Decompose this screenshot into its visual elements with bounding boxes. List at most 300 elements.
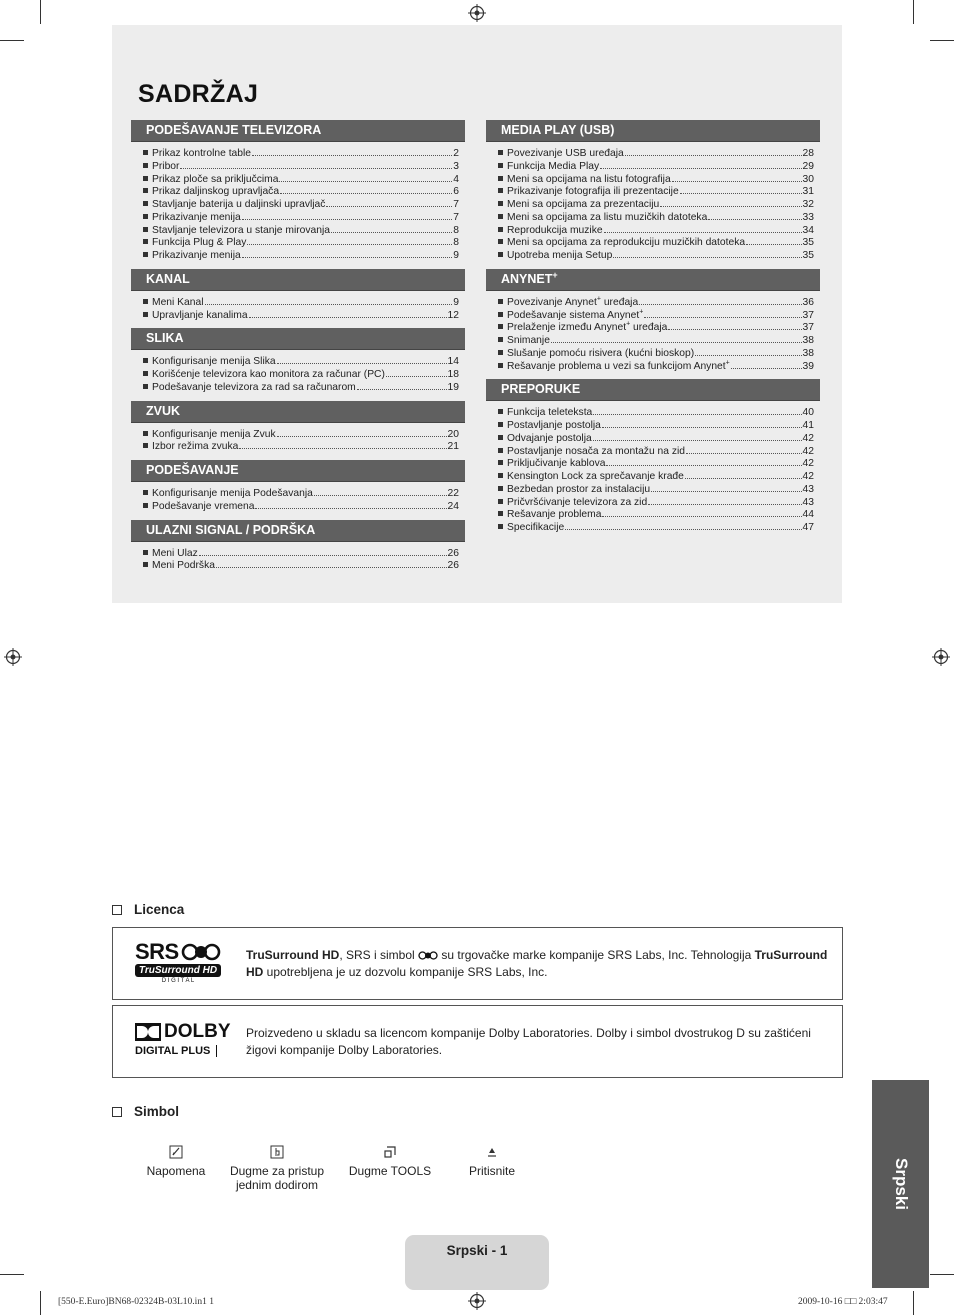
dot-leader [695, 346, 801, 356]
toc-entry-label [152, 310, 248, 323]
toc-entry[interactable] [498, 320, 820, 333]
toc-entry-page: 14 [447, 356, 459, 368]
toc-entry-page: 38 [802, 335, 814, 346]
toc-section-heading [131, 460, 465, 482]
toc-entry-page: 37 [802, 322, 814, 334]
toc-entry[interactable] [498, 295, 820, 308]
dot-leader [600, 159, 801, 169]
toc-entry[interactable] [143, 248, 465, 261]
dot-leader [331, 223, 452, 233]
srs-text-3: upotrebljena je uz dozvolu kompanije SRS Labs, Inc. [263, 964, 548, 979]
toc-entry-page: 33 [802, 211, 814, 223]
toc-entry-page: 32 [802, 199, 814, 210]
toc-entry-label [507, 348, 694, 361]
toc-entry-label-text: Rešavanje problema [507, 509, 602, 521]
toc-entry-label-text: Kensington Lock za sprečavanje krađe [507, 471, 684, 482]
toc-entry[interactable] [143, 486, 465, 499]
srs-bold-1: TruSurround HD [246, 948, 340, 962]
toc-entry-page: 29 [802, 160, 814, 172]
square-bullet-icon [498, 324, 503, 329]
toc-entry[interactable] [143, 308, 465, 321]
toc-entry-label [152, 356, 276, 369]
toc-entry-label [507, 186, 679, 199]
toc-entry-label-text: Podešavanje televizora za rad sa računarom [152, 381, 356, 393]
dolby-logo-sub: DIGITAL PLUS [135, 1045, 217, 1057]
toc-entry-page: 38 [802, 347, 814, 359]
dot-leader [746, 235, 801, 245]
toc-entry[interactable] [498, 507, 820, 520]
toc-entry[interactable] [498, 456, 820, 469]
toc-entry-label [507, 522, 564, 535]
symbol-one-touch [222, 1145, 332, 1192]
toc-entry-label-text: Konfigurisanje menija Podešavanja [152, 488, 313, 499]
toc-entry-label [507, 458, 605, 471]
page-number-label: Srpski - 1 [446, 1243, 508, 1258]
toc-entry[interactable] [498, 346, 820, 359]
toc-entry-page: 22 [447, 488, 459, 499]
toc-entry[interactable] [143, 235, 465, 248]
square-bullet-icon [498, 363, 503, 368]
toc-entry-label-text: Postavljanje nosača za montažu na zid [507, 445, 686, 457]
toc-entry[interactable] [143, 546, 465, 559]
toc-item-list [131, 350, 465, 400]
toc-entry-page: 24 [447, 500, 459, 512]
symbol-label: Dugme TOOLS [348, 1164, 432, 1178]
square-bullet-icon [143, 150, 148, 155]
toc-entry-page: 37 [802, 309, 814, 321]
dot-leader [708, 210, 801, 220]
dot-leader [613, 248, 801, 258]
checkbox-bullet-icon [112, 1107, 122, 1117]
toc-entry[interactable] [143, 184, 465, 197]
toc-entry[interactable] [143, 210, 465, 223]
dot-leader [326, 197, 452, 207]
toc-entry-page: 18 [447, 369, 459, 380]
dot-leader [606, 456, 801, 466]
registration-mark-icon [468, 1292, 486, 1310]
toc-entry-label [152, 369, 385, 382]
crop-mark [40, 0, 41, 24]
toc-entry[interactable] [498, 495, 820, 508]
toc-section [131, 401, 465, 461]
toc-section-heading-label: ANYNET [501, 271, 553, 286]
dot-leader [247, 235, 452, 245]
srs-logo [135, 939, 225, 984]
toc-entry-label-text: Rešavanje problema u vezi sa funkcijom Anynet [507, 360, 726, 372]
toc-entry[interactable] [498, 172, 820, 185]
crop-mark [40, 1291, 41, 1315]
toc-section-heading [486, 269, 820, 291]
toc-section-heading-sup: + [552, 269, 558, 280]
toc-entry-label [152, 560, 215, 573]
toc-entry-label [152, 186, 279, 199]
square-bullet-icon [143, 214, 148, 219]
registration-mark-icon [4, 648, 22, 666]
square-bullet-icon [498, 163, 503, 168]
toc-entry[interactable] [498, 469, 820, 482]
toc-entry-label [507, 484, 650, 497]
toc-entry-page: 36 [802, 296, 814, 308]
toc-entry[interactable] [498, 444, 820, 457]
toc-entry[interactable] [143, 380, 465, 393]
toc-entry-page: 26 [447, 560, 459, 572]
square-bullet-icon [498, 448, 503, 453]
toc-entry-page: 41 [802, 420, 814, 431]
square-bullet-icon [143, 562, 148, 567]
toc-entry-label [507, 407, 592, 420]
toc-entry[interactable] [498, 223, 820, 236]
toc-entry-label [507, 250, 612, 263]
srs-logo-sub: D I G I T A L [161, 978, 195, 984]
footer-file-info: [550-E.Euro]BN68-02324B-03L10.in1 1 [58, 1297, 214, 1307]
toc-entry[interactable] [498, 235, 820, 248]
registration-mark-icon [468, 4, 486, 22]
toc-entry[interactable] [143, 295, 465, 308]
toc-entry[interactable] [498, 418, 820, 431]
dot-leader [625, 146, 802, 156]
dot-leader [551, 333, 802, 343]
toc-entry-label [507, 310, 643, 323]
symbols-heading-label: Simbol [134, 1104, 180, 1119]
dot-leader [680, 184, 802, 194]
toc-entry-page: 7 [453, 211, 459, 223]
symbol-label: Dugme za pristup jednim dodirom [229, 1164, 325, 1192]
toc-entry-page: 4 [453, 173, 459, 185]
dot-leader [242, 248, 453, 258]
toc-entry-label-text: Stavljanje televizora u stanje mirovanja [152, 224, 330, 236]
srs-license-box [112, 927, 843, 1000]
square-bullet-icon [498, 524, 503, 529]
toc-entry-label [152, 174, 278, 187]
toc-entry-page: 12 [447, 309, 459, 321]
toc-entry-page: 3 [453, 160, 459, 172]
toc-entry[interactable] [143, 223, 465, 236]
dot-leader [593, 405, 801, 415]
toc-entry[interactable] [498, 184, 820, 197]
toc-entry-label-text: Stavljanje baterija u daljinski upravljač [152, 199, 326, 210]
toc-item-list [486, 291, 820, 380]
language-side-tab [872, 1080, 929, 1288]
toc-entry[interactable] [143, 197, 465, 210]
square-bullet-icon [143, 163, 148, 168]
toc-entry-label [507, 199, 659, 212]
symbol-tools [340, 1145, 440, 1178]
square-bullet-icon [143, 371, 148, 376]
toc-entry-label-text: Meni Podrška [152, 560, 215, 572]
square-bullet-icon [498, 499, 503, 504]
toc-entry-label [507, 420, 601, 433]
dot-leader [644, 308, 801, 318]
toc-entry-label-text: Korišćenje televizora kao monitora za računar (PC) [152, 369, 385, 380]
toc-entry[interactable] [143, 146, 465, 159]
toc-entry-suffix: uređaja [600, 296, 639, 308]
toc-section-heading-label: ZVUK [146, 403, 181, 418]
toc-entry-label [507, 433, 592, 446]
toc-section-heading-label: SLIKA [146, 331, 184, 346]
symbol-label: Pritisnite [468, 1164, 515, 1178]
toc-entry-label [507, 361, 730, 374]
toc-entry-page: 43 [802, 483, 814, 495]
toc-entry-label-text: Prikazivanje fotografija ili prezentacije [507, 186, 679, 198]
toc-entry-label-text: Meni sa opcijama za listu muzičkih datoteka [507, 211, 708, 223]
toc-entry[interactable] [143, 367, 465, 380]
square-bullet-icon [498, 460, 503, 465]
toc-section [131, 328, 465, 400]
toc-entry-page: 31 [802, 186, 814, 198]
square-bullet-icon [143, 299, 148, 304]
toc-entry-label [507, 335, 550, 348]
toc-entry-label-text: Reprodukcija muzike [507, 224, 603, 236]
toc-entry-label-text: Podešavanje sistema Anynet [507, 309, 640, 321]
toc-section-heading-label: PODEŠAVANJE [146, 463, 239, 477]
toc-section-heading [131, 401, 465, 423]
square-bullet-icon [143, 176, 148, 181]
square-bullet-icon [143, 443, 148, 448]
toc-entry-label-text: Meni sa opcijama za prezentaciju [507, 199, 660, 210]
dot-leader [205, 295, 453, 305]
toc-entry[interactable] [498, 210, 820, 223]
toc-entry-label-text: Prikaz ploče sa priključcima [152, 173, 279, 185]
toc-column-right [486, 120, 820, 541]
toc-entry-label-text: Podešavanje vremena [152, 500, 255, 512]
toc-entry[interactable] [143, 558, 465, 571]
crop-mark [0, 1274, 24, 1275]
toc-entry-label-text: Slušanje pomoću risivera (kućni bioskop) [507, 347, 695, 359]
note-icon [169, 1145, 183, 1159]
toc-entry-page: 7 [453, 199, 459, 210]
toc-entry-label-text: Odvajanje postolja [507, 432, 592, 444]
toc-entry-label-text: Upotreba menija Setup [507, 250, 613, 261]
toc-entry-suffix: uređaja [630, 322, 668, 334]
toc-entry-label-text: Funkcija Media Play [507, 160, 600, 172]
dot-leader [252, 146, 452, 156]
square-bullet-icon [498, 252, 503, 257]
toc-entry[interactable] [143, 499, 465, 512]
page-title: SADRŽAJ [138, 80, 259, 108]
toc-entry-sup: + [725, 359, 730, 367]
toc-section [486, 379, 820, 541]
toc-section-heading [131, 328, 465, 350]
srs-symbol-icon [181, 943, 221, 961]
dot-leader [216, 558, 447, 568]
toc-entry[interactable] [498, 146, 820, 159]
crop-mark [930, 40, 954, 41]
toc-entry[interactable] [143, 159, 465, 172]
crop-mark [0, 40, 24, 41]
toc-entry-page: 42 [802, 432, 814, 444]
square-bullet-icon [498, 239, 503, 244]
toc-section [131, 520, 465, 580]
language-side-tab-label: Srpski [891, 1158, 911, 1210]
toc-item-list [131, 291, 465, 329]
toc-entry-label-text: Prikazivanje menija [152, 211, 241, 223]
crop-mark [913, 1291, 914, 1315]
toc-entry[interactable] [498, 359, 820, 372]
toc-entry[interactable] [498, 308, 820, 321]
srs-logo-badge: TruSurround HD [135, 964, 221, 977]
toc-entry-label [152, 501, 254, 514]
toc-entry-page: 35 [802, 250, 814, 261]
toc-entry-page: 2 [453, 148, 459, 159]
toc-entry[interactable] [498, 248, 820, 261]
srs-inline-symbol-icon [418, 951, 438, 960]
toc-entry-label [507, 174, 671, 187]
square-bullet-icon [498, 473, 503, 478]
toc-entry-page: 30 [802, 173, 814, 185]
dot-leader [242, 210, 453, 220]
toc-entry[interactable] [143, 427, 465, 440]
dot-leader [386, 367, 447, 377]
toc-entry-label-text: Pribor [152, 160, 180, 172]
one-touch-icon [270, 1145, 284, 1159]
dot-leader [668, 320, 801, 330]
toc-entry-page: 42 [802, 445, 814, 457]
toc-section-heading-label: PODEŠAVANJE TELEVIZORA [146, 123, 322, 137]
dot-leader [604, 223, 802, 233]
toc-entry-label-text: Meni Kanal [152, 296, 204, 308]
toc-section-heading [486, 120, 820, 142]
toc-entry[interactable] [498, 405, 820, 418]
toc-entry-sup: + [596, 295, 601, 303]
dot-leader [602, 418, 802, 428]
toc-section-heading [486, 379, 820, 401]
dot-leader [280, 184, 452, 194]
toc-item-list [131, 482, 465, 520]
toc-entry-label [507, 161, 599, 174]
square-bullet-icon [143, 550, 148, 555]
toc-entry-label-text: Meni Ulaz [152, 547, 198, 559]
toc-entry-page: 43 [802, 496, 814, 508]
toc-entry[interactable] [498, 159, 820, 172]
toc-entry-label [507, 297, 638, 310]
toc-entry-label-text: Postavljanje postolja [507, 420, 601, 431]
toc-section [486, 120, 820, 269]
toc-entry[interactable] [143, 172, 465, 185]
dot-leader [357, 380, 447, 390]
toc-entry[interactable] [143, 354, 465, 367]
square-bullet-icon [498, 150, 503, 155]
dot-leader [593, 431, 802, 441]
toc-item-list [486, 142, 820, 269]
toc-entry-label-text: Konfigurisanje menija Slika [152, 356, 276, 368]
toc-entry-label-text: Prikazivanje menija [152, 250, 241, 261]
toc-entry[interactable] [498, 482, 820, 495]
dolby-logo-text: DOLBY [164, 1021, 231, 1042]
srs-bold-2: TruSurround HD [246, 948, 828, 979]
crop-mark [913, 0, 914, 24]
toc-section [486, 269, 820, 380]
toc-entry-label-text: Meni sa opcijama na listu fotografija [507, 173, 671, 185]
toc-entry-label-text: Specifikacije [507, 522, 565, 533]
toc-entry-label-text: Izbor režima zvuka [152, 441, 239, 453]
toc-entry-label [152, 212, 241, 225]
square-bullet-icon [143, 384, 148, 389]
square-bullet-icon [498, 350, 503, 355]
square-bullet-icon [498, 486, 503, 491]
checkbox-bullet-icon [112, 905, 122, 915]
square-bullet-icon [498, 188, 503, 193]
toc-entry-label [152, 382, 356, 395]
dot-leader [249, 308, 447, 318]
square-bullet-icon [498, 409, 503, 414]
square-bullet-icon [498, 422, 503, 427]
toc-entry-label-text: Povezivanje Anynet [507, 296, 597, 308]
toc-entry-page: 9 [453, 296, 459, 308]
symbols-heading [112, 1104, 179, 1119]
toc-entry-label-text: Povezivanje USB uređaja [507, 148, 624, 159]
toc-entry-label-text: Priključivanje kablova [507, 458, 606, 470]
dot-leader [686, 444, 802, 454]
page-number-tab [405, 1235, 549, 1290]
toc-entry-label-text: Prikaz daljinskog upravljača [152, 186, 280, 198]
square-bullet-icon [498, 214, 503, 219]
dolby-double-d-icon [135, 1023, 161, 1041]
toc-entry-sup: + [626, 320, 631, 328]
symbol-note [136, 1145, 216, 1178]
toc-item-list [131, 423, 465, 461]
toc-entry-label-text: Konfigurisanje menija Zvuk [152, 428, 276, 440]
toc-entry-label-text: Bezbedan prostor za instalaciju [507, 483, 651, 495]
toc-entry-page: 35 [802, 237, 814, 249]
toc-section-heading-label: KANAL [146, 271, 190, 286]
toc-section-heading [131, 120, 465, 142]
toc-entry[interactable] [143, 439, 465, 452]
dot-leader [277, 427, 447, 437]
square-bullet-icon [143, 227, 148, 232]
toc-entry[interactable] [498, 431, 820, 444]
toc-entry-page: 44 [802, 509, 814, 521]
toc-section [131, 269, 465, 329]
square-bullet-icon [498, 299, 503, 304]
toc-item-list [486, 401, 820, 541]
square-bullet-icon [143, 431, 148, 436]
toc-entry-label [152, 548, 198, 561]
dot-leader [672, 172, 802, 182]
toc-entry-page: 8 [453, 224, 459, 236]
license-heading [112, 902, 184, 917]
toc-item-list [131, 142, 465, 269]
toc-entry-label-text: Prelaženje između Anynet [507, 322, 627, 334]
toc-entry-page: 34 [802, 224, 814, 236]
dot-leader [255, 499, 446, 509]
toc-entry-label-text: Meni sa opcijama za reprodukciju muzičkih datoteka [507, 237, 746, 249]
square-bullet-icon [143, 252, 148, 257]
dolby-license-box [112, 1005, 843, 1078]
toc-entry[interactable] [498, 333, 820, 346]
toc-entry[interactable] [498, 520, 820, 533]
license-heading-label: Licenca [134, 902, 185, 917]
toc-entry-page: 21 [447, 441, 459, 453]
registration-mark-icon [932, 648, 950, 666]
footer-timestamp: 2009-10-16 □□ 2:03:47 [798, 1297, 888, 1307]
toc-entry[interactable] [498, 197, 820, 210]
square-bullet-icon [498, 227, 503, 232]
toc-entry-label-text: Funkcija teleteksta [507, 407, 593, 419]
toc-entry-label [152, 297, 204, 310]
toc-entry-label-text: Funkcija Plug & Play [152, 237, 247, 249]
toc-item-list [131, 542, 465, 580]
dot-leader [279, 172, 452, 182]
toc-entry-page: 40 [802, 407, 814, 419]
toc-section-heading [131, 520, 465, 542]
toc-entry-page: 42 [802, 458, 814, 470]
toc-section-heading [131, 269, 465, 291]
square-bullet-icon [498, 337, 503, 342]
dolby-logo [135, 1023, 235, 1059]
toc-entry-label-text: Pričvršćivanje televizora za zid [507, 496, 648, 508]
srs-text-1: , SRS i simbol [339, 948, 419, 962]
toc-entry-page: 19 [447, 381, 459, 393]
